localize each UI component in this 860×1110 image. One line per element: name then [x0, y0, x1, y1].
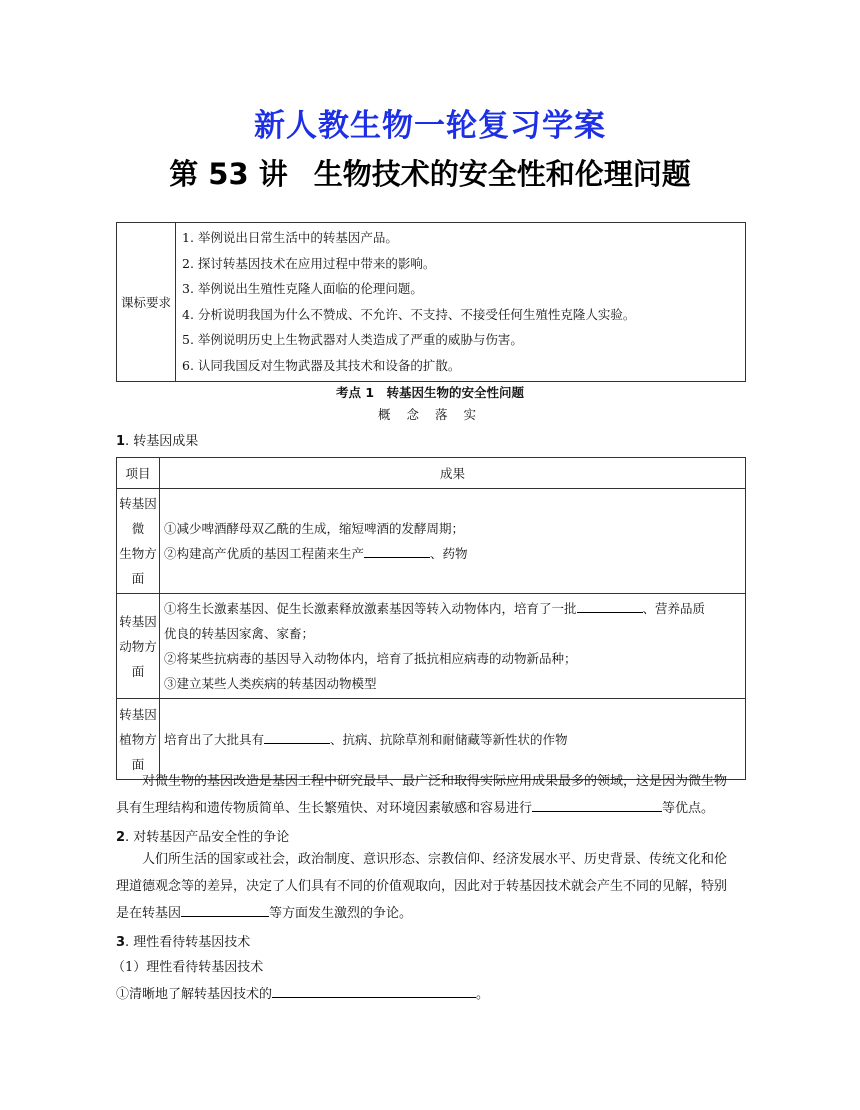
- document-main-title: 新人教生物一轮复习学案: [254, 108, 606, 144]
- achievements-table: [116, 457, 746, 780]
- curriculum-item: 4. 分析说明我国为什么不赞成、不允许、不支持、不接受任何生殖性克隆人实验。: [182, 306, 636, 322]
- column-header: 项目: [117, 458, 160, 489]
- fill-blank: [532, 797, 662, 812]
- row-result-plant: 培育出了大批具有 、抗病、抗除草剂和耐储藏等新性状的作物: [160, 699, 746, 780]
- fill-blank: [264, 729, 330, 744]
- curriculum-item: 2. 探讨转基因技术在应用过程中带来的影响。: [182, 255, 436, 271]
- concept-heading: 概 念 落 实: [378, 407, 482, 422]
- section-2-heading: [116, 826, 289, 845]
- row-item-animal: 转基因 动物方 面: [117, 594, 160, 699]
- column-header: 成果: [160, 458, 746, 489]
- table-header-row: [117, 458, 746, 489]
- lecture-number: 第 53 讲: [169, 157, 288, 191]
- curriculum-item: 6. 认同我国反对生物武器及其技术和设备的扩散。: [182, 357, 461, 373]
- section-3-heading: [116, 931, 250, 950]
- point-title: 考点 1 转基因生物的安全性问题: [335, 385, 525, 400]
- section-number: 2: [116, 830, 126, 845]
- section-number: 3: [116, 935, 126, 950]
- section-2-paragraph: 人们所生活的国家或社会，政治制度、意识形态、宗教信仰、经济发展水平、历史背景、传统文化和伦 理道德观念等的差异，决定了人们具有不同的价值观取向，因此对于转基因技术就会产生不同的见解，特别 是在转基因 等方面发生激烈的争论。: [116, 852, 728, 921]
- fill-blank: [577, 598, 643, 613]
- row-item-plant: 转基因 植物方 面: [117, 699, 160, 780]
- section-number: 1: [116, 434, 126, 449]
- table-row: [117, 594, 746, 699]
- fill-blank: [181, 902, 269, 917]
- section-title: . 转基因成果: [125, 434, 199, 449]
- lecture-topic: 生物技术的安全性和伦理问题: [313, 157, 691, 191]
- section-title: . 对转基因产品安全性的争论: [125, 830, 290, 845]
- row-result-microbe: ①减少啤酒酵母双乙酰的生成，缩短啤酒的发酵周期； ②构建高产优质的基因工程菌来生产 、药物: [160, 489, 746, 594]
- curriculum-items: [176, 223, 746, 382]
- table-row: [117, 489, 746, 594]
- fill-blank: [272, 983, 476, 998]
- curriculum-item: 5. 举例说明历史上生物武器对人类造成了严重的威胁与伤害。: [182, 332, 523, 347]
- row-item-microbe: 转基因 微 生物方 面: [117, 489, 160, 594]
- lecture-title: [0, 152, 860, 193]
- section-3-subheading: （1）理性看待转基因技术: [112, 960, 264, 975]
- section-1-paragraph: 对微生物的基因改造是基因工程中研究最早、最广泛和取得实际应用成果最多的领域，这是因为微生物 具有生理结构和遗传物质简单、生长繁殖快、对环境因素敏感和容易进行 等优点。: [116, 774, 728, 816]
- curriculum-label: 课标要求: [117, 223, 176, 382]
- curriculum-item: 3. 举例说出生殖性克隆人面临的伦理问题。: [182, 281, 423, 296]
- section-title: . 理性看待转基因技术: [125, 935, 251, 950]
- curriculum-table: [116, 222, 746, 382]
- row-result-animal: ①将生长激素基因、促生长激素释放激素基因等转入动物体内，培育了一批 、营养品质 优良的转基因家禽、家畜； ②将某些抗病毒的基因导入动物体内，培育了抵抗相应病毒的动物新品种； ③建立某些人类疾病的转基因动物模型: [160, 594, 746, 699]
- fill-blank: [364, 543, 430, 558]
- section-1-heading: [116, 430, 198, 449]
- section-3-item: ①清晰地了解转基因技术的 。: [116, 983, 489, 1002]
- curriculum-item: 1. 举例说出日常生活中的转基因产品。: [182, 230, 398, 245]
